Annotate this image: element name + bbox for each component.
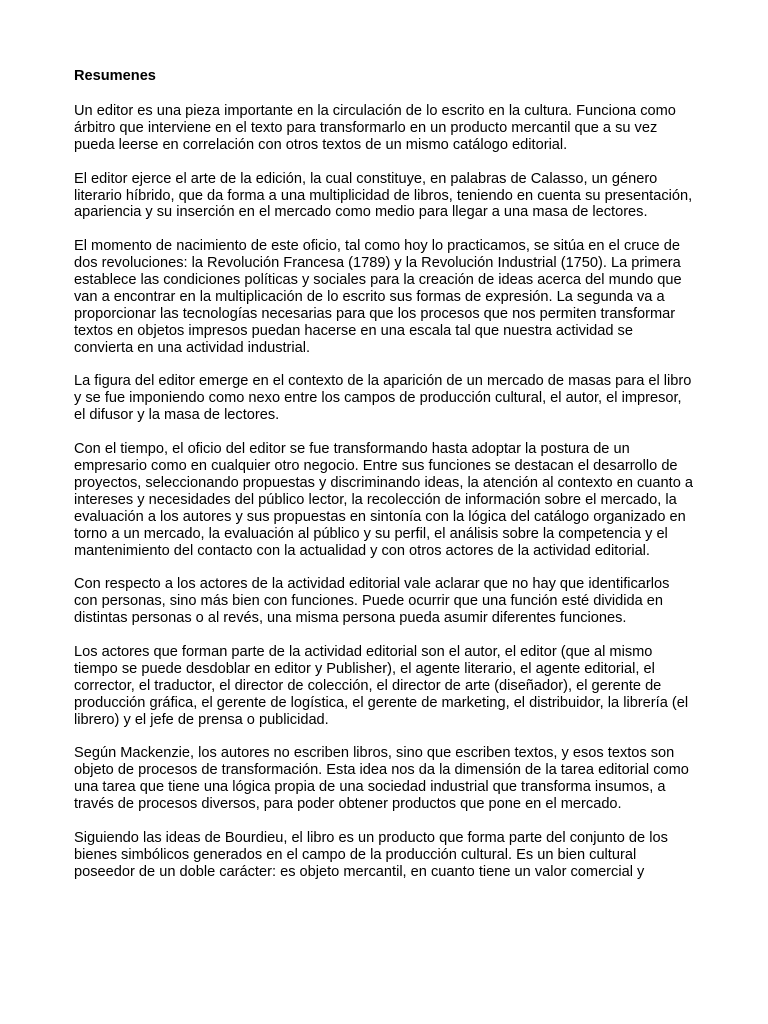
paragraph-2: El editor ejerce el arte de la edición, la cual constituye, en palabras de Calasso, un género literario híbrido, que da forma a una multiplicidad de libros, teniendo en cuenta su presentación, apariencia y su inserción en el mercado como medio para llegar a una masa de lectores. [74,170,693,221]
paragraph-9: Siguiendo las ideas de Bourdieu, el libro es un producto que forma parte del conjunto de los bienes simbólicos generados en el campo de la producción cultural. Es un bien cultural poseedor de un doble carácter: es objeto mercantil, en cuanto tiene un valor comercial y [74,829,668,880]
paragraph-6: Con respecto a los actores de la actividad editorial vale aclarar que no hay que identificarlos con personas, sino más bien con funciones. Puede ocurrir que una función esté dividida en distintas personas o al revés, una misma persona pueda asumir diferentes funciones. [74,576,670,627]
paragraph-5: Con el tiempo, el oficio del editor se fue transformando hasta adoptar la postura de un empresario como en cualquier otro negocio. Entre sus funciones se destacan el desarrollo de proyectos, seleccionando propuestas y discriminando ideas, la atención al contexto en cuanto a intereses y necesidades del público lector, la recolección de información sobre el mercado, la evaluación a los autores y sus propuestas en sintonía con la lógica del catálogo organizado en torno a un mercado, la evaluación al público y su perfil, el análisis sobre la competencia y el mantenimiento del contacto con la actualidad y con otros actores de la actividad editorial. [74,441,693,559]
paragraph-8: Según Mackenzie, los autores no escriben libros, sino que escriben textos, y esos textos son objeto de procesos de transformación. Esta idea nos da la dimensión de la tarea editorial como una tarea que tiene una lógica propia de una sociedad industrial que transforma insumos, a través de procesos diversos, para poder obtener productos que pone en el mercado. [74,745,689,813]
paragraph-4: La figura del editor emerge en el contexto de la aparición de un mercado de masas para el libro y se fue imponiendo como nexo entre los campos de producción cultural, el autor, el impresor, el difusor y la masa de lectores. [74,373,692,424]
paragraph-3: El momento de nacimiento de este oficio, tal como hoy lo practicamos, se sitúa en el cruce de dos revoluciones: la Revolución Francesa (1789) y la Revolución Industrial (1750). La primera establece las condiciones políticas y sociales para la creación de ideas acerca del mundo que van a encontrar en la multiplicación de lo escrito sus formas de expresión. La segunda va a proporcionar las tecnologías necesarias para que los procesos que nos permiten transformar textos en objetos impresos puedan hacerse en una escala tal que nuestra actividad se convierta en una actividad industrial. [74,238,682,356]
paragraph-1: Un editor es una pieza importante en la circulación de lo escrito en la cultura. Funciona como árbitro que interviene en el texto para transformarlo en un producto mercantil que a su vez pueda leerse en correlación con otros textos de un mismo catálogo editorial. [74,103,676,153]
paragraph-7: Los actores que forman parte de la actividad editorial son el autor, el editor (que al mismo tiempo se puede desdoblar en editor y Publisher), el agente literario, el agente editorial, el corrector, el traductor, el director de colección, el director de arte (diseñador), el gerente de producción gráfica, el gerente de logística, el gerente de marketing, el distribuidor, la librería (el librero) y el jefe de prensa o publicidad. [74,643,689,728]
document-title: Resumenes [74,68,156,84]
document-page [74,66,696,881]
